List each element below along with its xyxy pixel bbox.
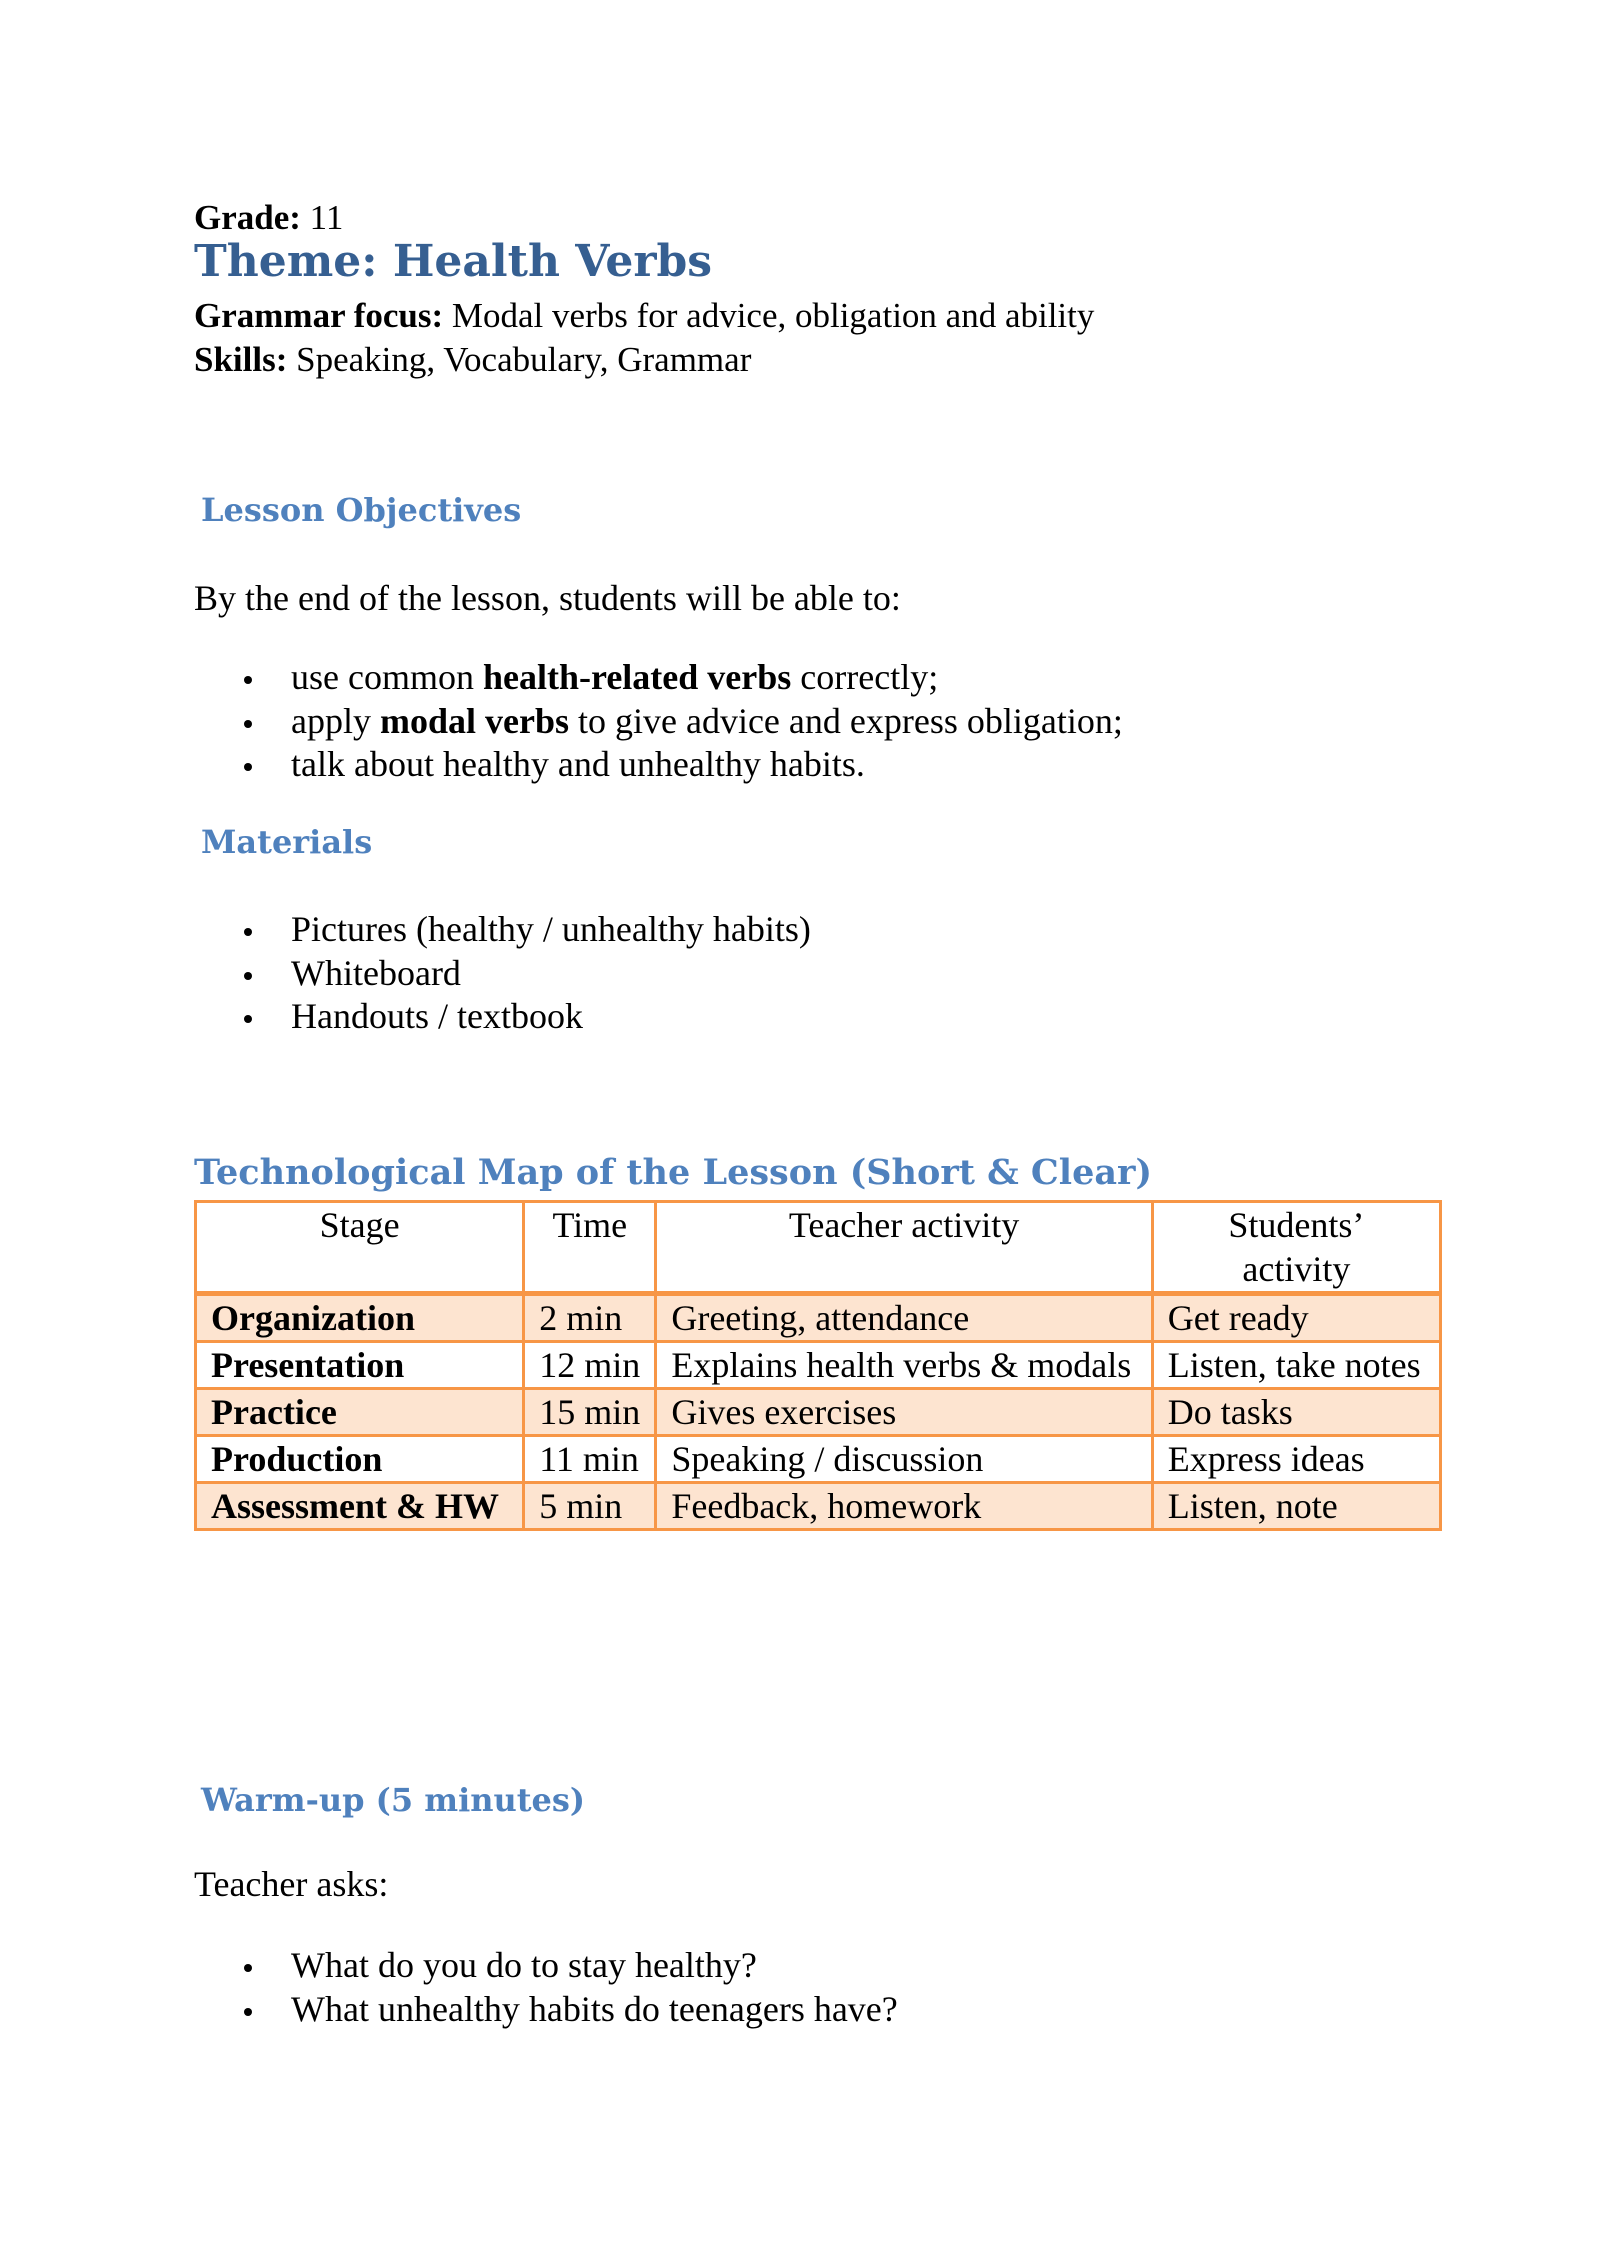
teacher-activity-cell: Speaking / discussion (656, 1436, 1152, 1483)
stage-cell: Organization (196, 1294, 524, 1342)
lesson-map-table (194, 1200, 1442, 1531)
grammar-focus-value: Modal verbs for advice, obligation and ability (451, 296, 1095, 335)
lesson-map-title: Technological Map of the Lesson (Short & Clear) (194, 1152, 1153, 1193)
warmup-question: What unhealthy habits do teenagers have? (194, 1988, 898, 2032)
teacher-activity-cell: Gives exercises (656, 1389, 1152, 1436)
stage-cell: Practice (196, 1389, 524, 1436)
materials-list (194, 908, 811, 1039)
objective-item: talk about healthy and unhealthy habits. (194, 743, 1123, 787)
students-activity-cell: Express ideas (1152, 1436, 1440, 1483)
column-header-time: Time (524, 1202, 656, 1294)
time-cell: 15 min (524, 1389, 656, 1436)
stage-cell: Production (196, 1436, 524, 1483)
objective-item: use common health-related verbs correctly; (194, 656, 1123, 700)
skills-line (194, 338, 751, 382)
students-activity-cell: Listen, note (1152, 1483, 1440, 1530)
skills-label: Skills: (194, 340, 288, 379)
grammar-focus-label: Grammar focus: (194, 296, 444, 335)
students-activity-cell: Listen, take notes (1152, 1342, 1440, 1389)
warmup-intro: Teacher asks: (194, 1864, 389, 1904)
students-activity-cell: Do tasks (1152, 1389, 1440, 1436)
teacher-activity-cell: Feedback, homework (656, 1483, 1152, 1530)
objective-item: apply modal verbs to give advice and express obligation; (194, 700, 1123, 744)
table-row (196, 1342, 1441, 1389)
table-row (196, 1436, 1441, 1483)
table-header-row (196, 1202, 1441, 1294)
material-item: Whiteboard (194, 952, 811, 996)
material-item: Pictures (healthy / unhealthy habits) (194, 908, 811, 952)
table-row (196, 1483, 1441, 1530)
objectives-heading: Lesson Objectives (201, 491, 522, 529)
students-activity-cell: Get ready (1152, 1294, 1440, 1342)
time-cell: 11 min (524, 1436, 656, 1483)
time-cell: 2 min (524, 1294, 656, 1342)
time-cell: 5 min (524, 1483, 656, 1530)
theme-title: Theme: Health Verbs (194, 236, 713, 287)
teacher-activity-cell: Explains health verbs & modals (656, 1342, 1152, 1389)
warmup-questions-list (194, 1944, 898, 2031)
warmup-question: What do you do to stay healthy? (194, 1944, 898, 1988)
materials-heading: Materials (201, 823, 373, 861)
stage-cell: Presentation (196, 1342, 524, 1389)
column-header-teacher-activity: Teacher activity (656, 1202, 1152, 1294)
warmup-heading: Warm-up (5 minutes) (201, 1781, 586, 1819)
time-cell: 12 min (524, 1342, 656, 1389)
material-item: Handouts / textbook (194, 995, 811, 1039)
table-row (196, 1294, 1441, 1342)
objectives-intro: By the end of the lesson, students will be able to: (194, 578, 901, 618)
grade-value: 11 (309, 198, 344, 237)
teacher-activity-cell: Greeting, attendance (656, 1294, 1152, 1342)
objectives-list (194, 656, 1123, 787)
column-header-students-activity: Students’ activity (1152, 1202, 1440, 1294)
grammar-focus-line (194, 294, 1094, 338)
column-header-stage: Stage (196, 1202, 524, 1294)
table-row (196, 1389, 1441, 1436)
stage-cell: Assessment & HW (196, 1483, 524, 1530)
skills-value: Speaking, Vocabulary, Grammar (296, 340, 752, 379)
grade-label: Grade: (194, 198, 301, 237)
